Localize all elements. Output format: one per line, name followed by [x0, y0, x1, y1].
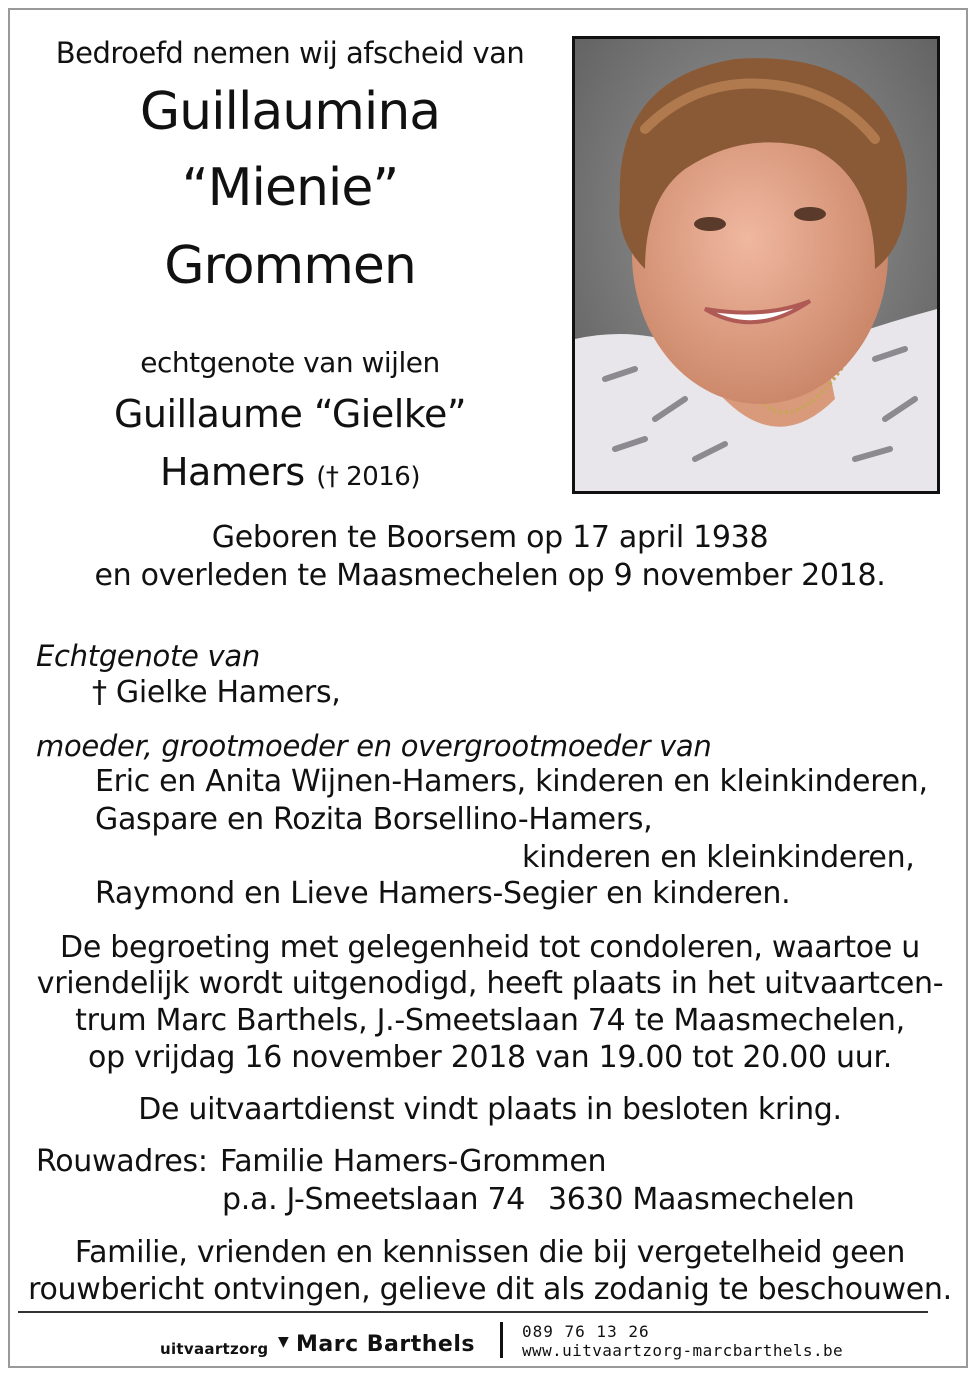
child-line: kinderen en kleinkinderen, [522, 840, 915, 875]
footer-brand-name: Marc Barthels [296, 1332, 475, 1357]
greeting-line: op vrijdag 16 november 2018 van 19.00 tot 20.00 uur. [88, 1040, 892, 1075]
brand-triangle-icon: ▼ [278, 1334, 289, 1350]
footer-phone: 089 76 13 26 [522, 1322, 650, 1341]
closing-line: Familie, vrienden en kennissen die bij vergetelheid geen [74, 1235, 906, 1270]
footer-brand-prefix: uitvaartzorg [160, 1340, 269, 1358]
deceased-nickname: “Mienie” [181, 158, 399, 218]
died-line: en overleden te Maasmechelen op 9 november 2018. [94, 558, 886, 593]
service-line: De uitvaartdienst vindt plaats in besloten kring. [138, 1092, 842, 1127]
born-line: Geboren te Boorsem op 17 april 1938 [211, 520, 769, 555]
child-line: Gaspare en Rozita Borsellino-Hamers, [95, 802, 653, 837]
spouse-entry: † Gielke Hamers, [92, 675, 341, 710]
deceased-first-name: Guillaumina [139, 82, 441, 142]
intro-line: Bedroefd nemen wij afscheid van [55, 36, 525, 70]
greeting-line: De begroeting met gelegenheid tot condoleren, waartoe u [60, 930, 920, 965]
address-family: Familie Hamers-Grommen [220, 1144, 607, 1179]
greeting-line: vriendelijk wordt uitgenodigd, heeft plaats in het uitvaartcen- [36, 966, 944, 1001]
footer-divider [18, 1311, 928, 1313]
spouse-surname: Hamers [159, 450, 305, 494]
spouse-name: Guillaume “Gielke” [113, 392, 467, 436]
spouse-label: echtgenote van wijlen [140, 346, 440, 379]
closing-line: rouwbericht ontvingen, gelieve dit als zodanig te beschouwen. [28, 1272, 952, 1307]
address-city: 3630 Maasmechelen [548, 1182, 855, 1217]
footer-website: www.uitvaartzorg-marcbarthels.be [522, 1341, 844, 1360]
deceased-last-name: Grommen [164, 236, 416, 296]
greeting-line: trum Marc Barthels, J.-Smeetslaan 74 te Maasmechelen, [75, 1003, 905, 1038]
address-street: p.a. J-Smeetslaan 74 [222, 1182, 526, 1217]
spouse-heading: Echtgenote van [36, 639, 260, 673]
address-label: Rouwadres: [36, 1144, 208, 1179]
footer-separator [500, 1322, 503, 1358]
spouse-death-note: († 2016) [316, 462, 420, 492]
child-line: Eric en Anita Wijnen-Hamers, kinderen en kleinkinderen, [95, 764, 928, 799]
spouse-surname-line [30, 450, 550, 494]
children-heading: moeder, grootmoeder en overgrootmoeder van [36, 729, 712, 763]
child-line: Raymond en Lieve Hamers-Segier en kinderen. [95, 876, 791, 911]
portrait-photo [572, 36, 940, 494]
